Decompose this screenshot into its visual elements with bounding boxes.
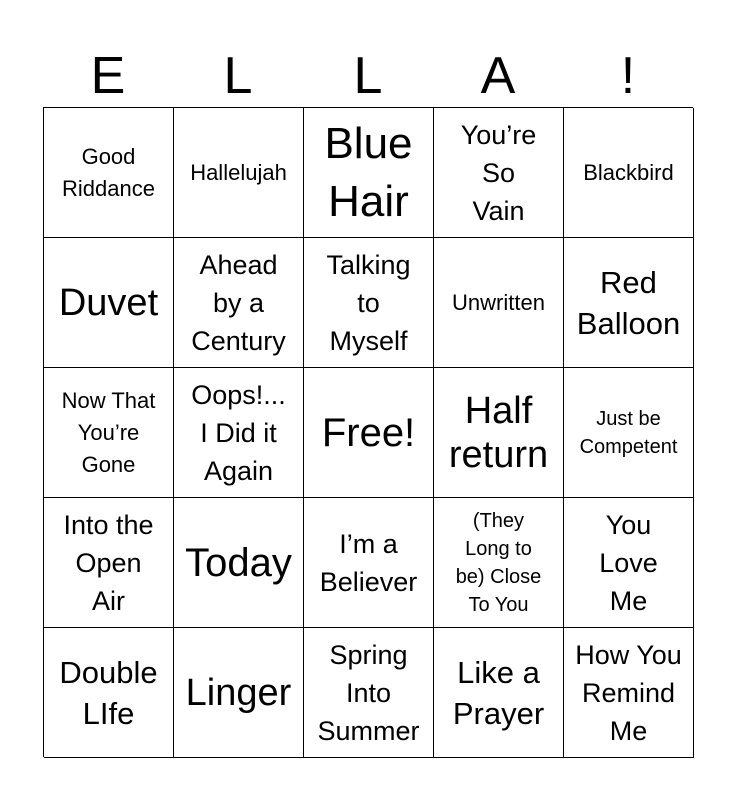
cell-label: How You Remind Me [575, 639, 682, 746]
header-letter: L [353, 47, 383, 105]
cell-label: Now That You’re Gone [61, 387, 156, 477]
bingo-cell[interactable] [304, 628, 434, 758]
cell-label: Half return [448, 389, 549, 476]
cell-label: Blue Hair [324, 118, 413, 226]
header-letter: L [223, 47, 253, 105]
cell-label: Oops!... I Did it Again [191, 379, 286, 486]
cell-label: Spring Into Summer [317, 639, 420, 746]
cell-label: You Love Me [599, 509, 658, 616]
bingo-cell[interactable] [434, 238, 564, 368]
bingo-cell[interactable] [434, 498, 564, 628]
bingo-cell[interactable] [564, 498, 694, 628]
cell-label: Linger [185, 671, 292, 714]
bingo-cell[interactable] [564, 368, 694, 498]
cell-label: Free! [321, 410, 416, 455]
bingo-cell[interactable] [304, 498, 434, 628]
cell-label: Today [185, 540, 292, 585]
bingo-cell[interactable] [304, 108, 434, 238]
cell-label: Blackbird [583, 159, 674, 185]
header-letter: E [90, 47, 126, 105]
cell-label: Duvet [58, 281, 159, 324]
cell-label: Red Balloon [576, 264, 681, 341]
bingo-cell[interactable] [434, 628, 564, 758]
cell-label: Like a Prayer [452, 654, 545, 731]
cell-label: Ahead by a Century [191, 249, 286, 356]
cell-label: Good Riddance [62, 143, 155, 201]
bingo-cell[interactable] [174, 498, 304, 628]
bingo-cell[interactable] [304, 238, 434, 368]
header-letter: A [480, 47, 516, 105]
cell-label: Talking to Myself [326, 249, 411, 356]
bingo-board [43, 107, 693, 757]
cell-label: Unwritten [452, 289, 545, 315]
bingo-cell[interactable] [174, 628, 304, 758]
bingo-cell[interactable] [434, 108, 564, 238]
bingo-cell[interactable] [174, 238, 304, 368]
bingo-cell[interactable] [44, 238, 174, 368]
cell-label: You’re So Vain [460, 119, 537, 226]
bingo-cell[interactable] [44, 368, 174, 498]
free-space[interactable] [304, 368, 434, 498]
bingo-cell[interactable] [44, 108, 174, 238]
cell-label: Into the Open Air [63, 509, 154, 616]
cell-label: (They Long to be) Close To You [455, 509, 542, 616]
cell-label: Double LIfe [59, 654, 158, 731]
cell-label: Hallelujah [190, 159, 287, 185]
bingo-header [43, 48, 693, 104]
bingo-cell[interactable] [44, 498, 174, 628]
bingo-cell[interactable] [174, 108, 304, 238]
cell-label: Just be Competent [579, 407, 678, 458]
header-letter: ! [620, 47, 636, 105]
cell-label: I’m a Believer [319, 528, 418, 597]
bingo-cell[interactable] [564, 108, 694, 238]
bingo-cell[interactable] [434, 368, 564, 498]
bingo-cell[interactable] [564, 238, 694, 368]
bingo-cell[interactable] [44, 628, 174, 758]
bingo-cell[interactable] [564, 628, 694, 758]
bingo-cell[interactable] [174, 368, 304, 498]
